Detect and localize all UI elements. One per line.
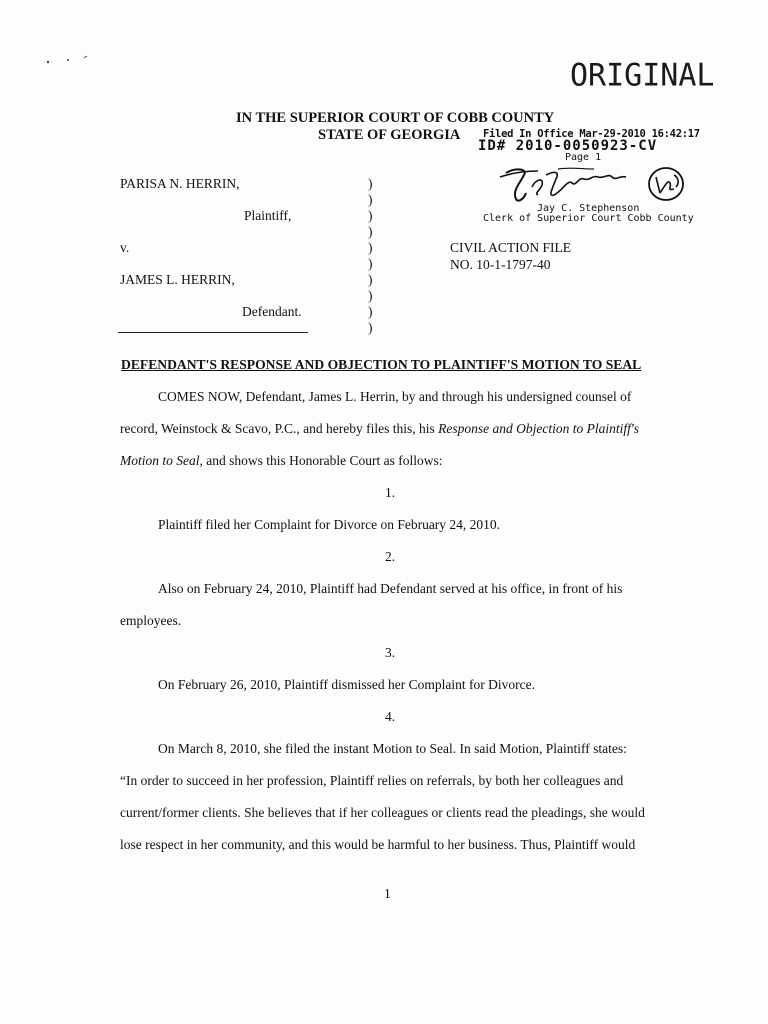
paragraph-line: On March 8, 2010, she filed the instant Motion to Seal. In said Motion, Plaintiff states: — [158, 741, 627, 756]
plaintiff-name: PARISA N. HERRIN, — [120, 176, 240, 191]
paragraph-line: “In order to succeed in her profession, Plaintiff relies on referrals, by both her colleagues and — [120, 773, 624, 788]
paragraph-line: lose respect in her community, and this would be harmful to her business. Thus, Plaintiff would — [120, 837, 636, 852]
defendant-role: Defendant. — [242, 304, 302, 319]
paragraph-line: current/former clients. She believes that if her colleagues or clients read the pleadings, she would — [120, 805, 645, 820]
original-stamp: ORIGINAL — [570, 57, 715, 94]
defendant-name: JAMES L. HERRIN, — [120, 272, 235, 287]
stamp-page: Page 1 — [565, 152, 602, 163]
clerk-title: Clerk of Superior Court Cobb County — [483, 213, 694, 224]
versus: v. — [120, 240, 130, 255]
stray-marks — [40, 52, 100, 72]
caption-rule — [118, 332, 308, 333]
caption-paren: ) — [368, 240, 373, 255]
plaintiff-role: Plaintiff, — [244, 208, 292, 223]
caption-paren: ) — [368, 320, 373, 335]
paragraph-line: On February 26, 2010, Plaintiff dismissed her Complaint for Divorce. — [158, 677, 535, 692]
clerk-name: Jay C. Stephenson — [537, 203, 640, 214]
intro-italic-title: Response and Objection to Plaintiff's — [438, 421, 639, 436]
caption-paren: ) — [368, 272, 373, 287]
paragraph-number: 4. — [385, 709, 396, 724]
paragraph-line: Plaintiff filed her Complaint for Divorce on February 24, 2010. — [158, 517, 501, 532]
page-number: 1 — [384, 886, 391, 901]
caption-paren: ) — [368, 208, 373, 223]
intro-line — [120, 453, 442, 469]
court-state: STATE OF GEORGIA — [318, 127, 461, 143]
clerk-signature — [498, 165, 688, 207]
intro-text: record, Weinstock & Scavo, P.C., and hereby files this, his — [120, 421, 439, 436]
filed-stamp: Filed In Office Mar-29-2010 16:42:17 — [483, 128, 700, 140]
paragraph-line: Also on February 24, 2010, Plaintiff had Defendant served at his office, in front of his — [158, 581, 623, 596]
intro-italic-title: Motion to Seal — [120, 453, 200, 468]
paragraph-number: 2. — [385, 549, 396, 564]
caption-paren: ) — [368, 176, 373, 191]
filing-id: ID# 2010-0050923-CV — [478, 138, 658, 154]
document-title: DEFENDANT'S RESPONSE AND OBJECTION TO PLAINTIFF'S MOTION TO SEAL — [121, 357, 642, 372]
intro-line: COMES NOW, Defendant, James L. Herrin, by and through his undersigned counsel of — [158, 389, 632, 404]
civil-action-label: CIVIL ACTION FILE — [450, 240, 571, 255]
paragraph-number: 1. — [385, 485, 396, 500]
paragraph-number: 3. — [385, 645, 396, 660]
caption-paren: ) — [368, 288, 373, 303]
court-name: IN THE SUPERIOR COURT OF COBB COUNTY — [236, 110, 555, 126]
intro-text: , and shows this Honorable Court as follows: — [199, 453, 443, 468]
caption-paren: ) — [368, 304, 373, 319]
paragraph-line: employees. — [120, 613, 182, 628]
case-number: NO. 10-1-1797-40 — [450, 257, 551, 272]
caption-paren: ) — [368, 192, 373, 207]
intro-line — [120, 421, 639, 437]
caption-paren: ) — [368, 256, 373, 271]
caption-paren: ) — [368, 224, 373, 239]
